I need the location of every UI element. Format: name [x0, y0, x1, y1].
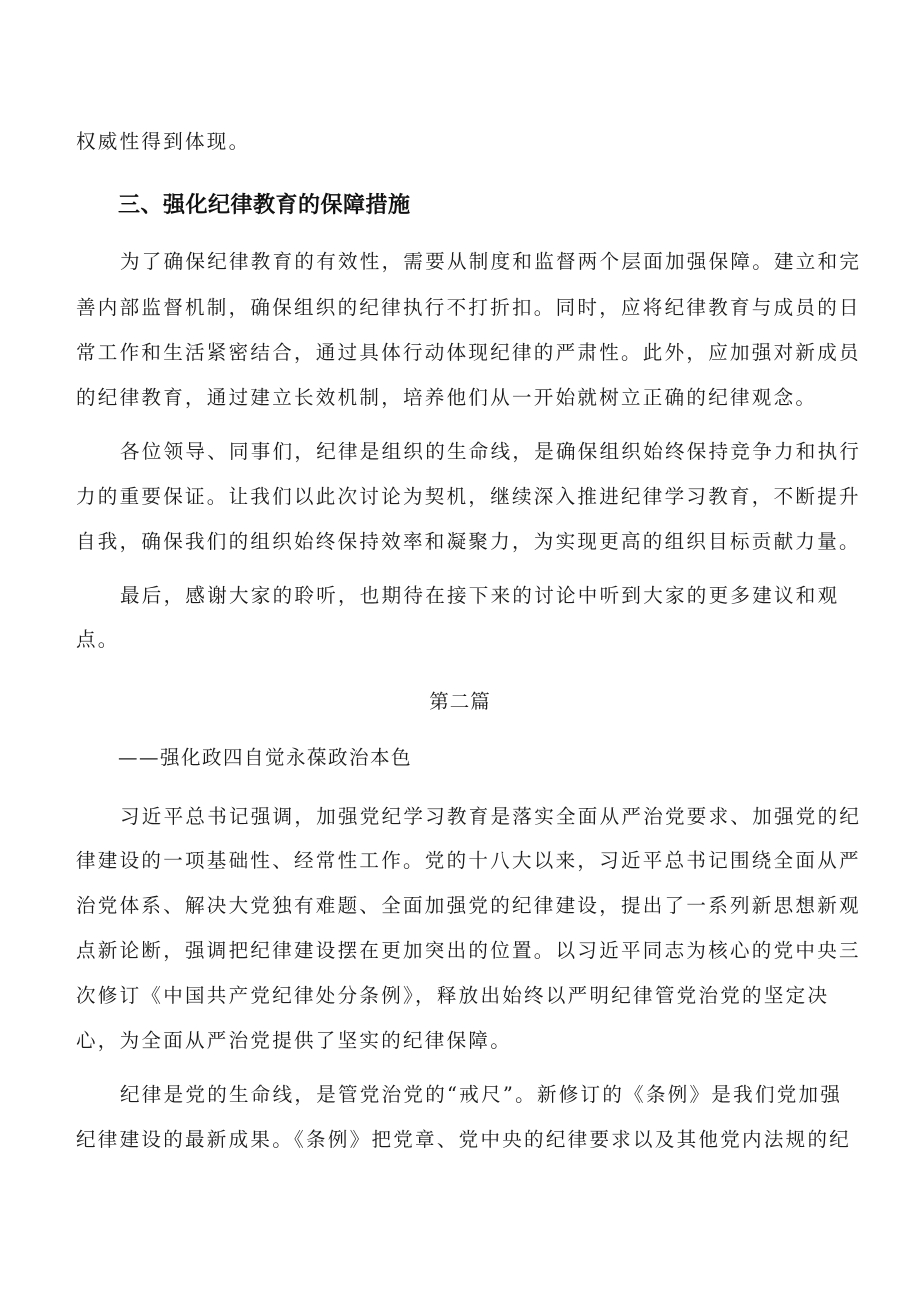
paragraph-line: 心，为全面从严治党提供了坚实的纪律保障。 — [76, 1029, 513, 1052]
part-subtitle: ——强化政四自觉永葆政治本色 — [118, 746, 413, 769]
paragraph-line: 习近平总书记强调，加强党纪学习教育是落实全面从严治党要求、加强党的纪 — [120, 805, 862, 828]
part-title: 第二篇 — [429, 690, 491, 713]
paragraph-line: 点新论断，强调把纪律建设摆在更加突出的位置。以习近平同志为核心的党中央三 — [76, 939, 861, 962]
paragraph-line: 纪律是党的生命线，是管党治党的“戒尺”。新修订的《条例》是我们党加强 — [120, 1083, 843, 1106]
paragraph-line: 力的重要保证。让我们以此次讨论为契机，继续深入推进纪律学习教育，不断提升 — [76, 485, 861, 508]
paragraph-line: 的纪律教育，通过建立长效机制，培养他们从一开始就树立正确的纪律观念。 — [76, 386, 818, 409]
paragraph-line: 善内部监督机制，确保组织的纪律执行不打折扣。同时，应将纪律教育与成员的日 — [76, 296, 861, 319]
paragraph-line: 最后，感谢大家的聆听，也期待在接下来的讨论中听到大家的更多建议和观 — [120, 584, 840, 607]
paragraph-line: 自我，确保我们的组织始终保持效率和凝聚力，为实现更高的组织目标贡献力量。 — [76, 530, 861, 553]
paragraph-line: 常工作和生活紧密结合，通过具体行动体现纪律的严肃性。此外，应加强对新成员 — [76, 341, 861, 364]
paragraph-line: 律建设的一项基础性、经常性工作。党的十八大以来，习近平总书记围绕全面从严 — [76, 849, 861, 872]
section-heading: 三、强化纪律教育的保障措施 — [118, 193, 411, 218]
continuation-line: 权威性得到体现。 — [76, 130, 251, 153]
paragraph-line: 点。 — [76, 628, 120, 651]
paragraph-line: 治党体系、解决大党独有难题、全面加强党的纪律建设，提出了一系列新思想新观 — [76, 894, 861, 917]
paragraph-line: 次修订《中国共产党纪律处分条例》，释放出始终以严明纪律管党治党的坚定决 — [76, 984, 830, 1007]
paragraph-line: 各位领导、同事们，纪律是组织的生命线，是确保组织始终保持竞争力和执行 — [120, 440, 862, 463]
paragraph-line: 纪律建设的最新成果。《条例》把党章、党中央的纪律要求以及其他党内法规的纪 — [76, 1128, 852, 1151]
paragraph-line: 为了确保纪律教育的有效性，需要从制度和监督两个层面加强保障。建立和完 — [120, 250, 862, 273]
